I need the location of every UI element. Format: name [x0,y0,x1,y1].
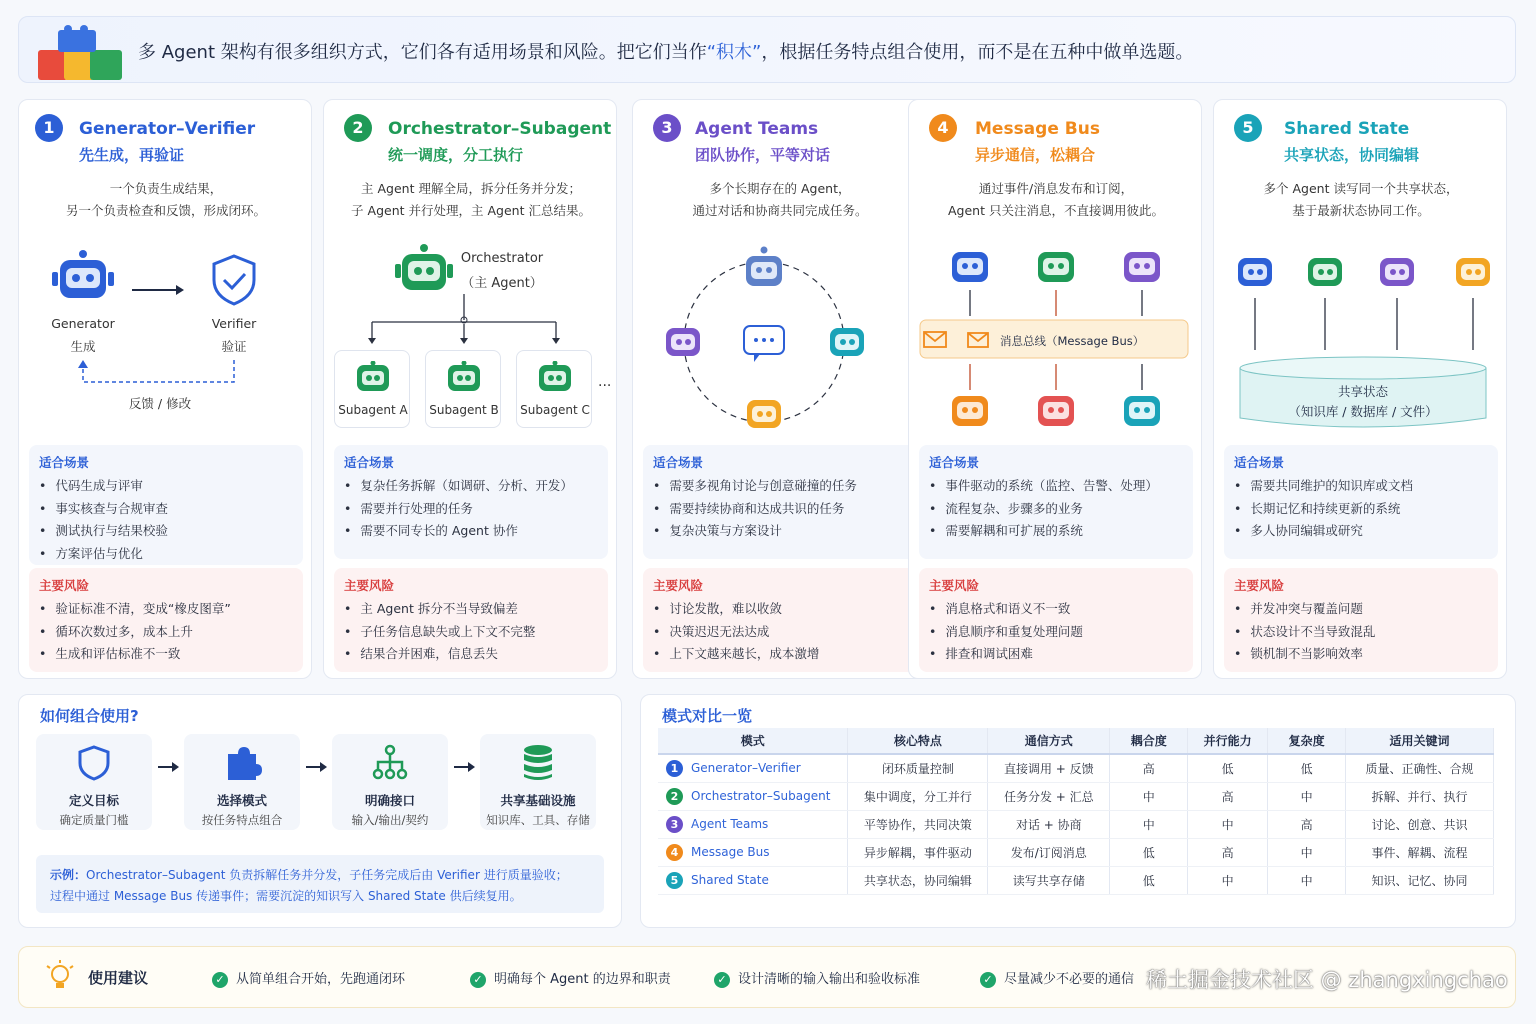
table-header-cell: 适用关键词 [1346,728,1494,754]
risk-item: • 决策迟迟无法达成 [653,621,819,644]
risks-heading: 主要风险 [929,578,980,593]
scenario-item: • 需要不同专长的 Agent 协作 [344,520,573,543]
pattern-desc-1: 主 Agent 理解全局，拆分任务并分发； [361,181,581,196]
verifier-shield-icon [214,256,254,304]
risks-heading: 主要风险 [344,578,395,593]
chat-bubble-icon [744,326,784,362]
pattern-desc-2: Agent 只关注消息，不直接调用彼此。 [948,203,1164,218]
table-row [658,838,1494,866]
table-cell-mode: 3 Agent Teams [658,810,848,838]
subagent-robot-icon [446,361,482,393]
scenario-item: • 需要解耦和可扩展的系统 [929,520,1158,543]
table-cell: 平等协作，共同决策 [848,810,988,838]
risk-item: • 生成和评估标准不一致 [39,643,231,666]
state-robot-green-icon [1308,258,1342,286]
team-robot-bottom-icon [747,400,781,428]
example-line-1: 示例：Orchestrator–Subagent 负责拆解任务并分发，子任务完成后由 Verifier 进行质量验收； [50,868,568,882]
scenario-item: • 流程复杂、步骤多的业务 [929,498,1158,521]
shared-state-sub-label: （知识库 / 数据库 / 文件） [1288,404,1438,419]
compare-table [658,728,1494,895]
table-row [658,754,1494,782]
table-cell: 事件、解耦、流程 [1346,838,1494,866]
table-cell: 拆解、并行、执行 [1346,782,1494,810]
table-header-cell: 通信方式 [988,728,1110,754]
table-cell: 对话 + 协商 [988,810,1110,838]
risk-item: • 消息格式和语义不一致 [929,598,1083,621]
pattern-desc-2: 通过对话和协商共同完成任务。 [692,203,868,218]
bus-robot-red-icon [1038,396,1074,426]
risks-list [653,598,819,666]
subagent-box [334,350,410,428]
team-robot-top-icon [746,247,782,287]
risks-box [334,568,608,672]
scenarios-heading: 适合场景 [653,455,704,470]
step-arrow-icon [158,760,180,774]
table-cell-mode: 1 Generator–Verifier [658,754,848,782]
subagent-box [516,350,592,428]
combine-step [36,734,152,830]
tip-item: ✓ 从简单组合开始，先跑通闭环 [212,968,405,988]
row-number-badge: 2 [666,788,683,805]
risk-item: • 消息顺序和重复处理问题 [929,621,1083,644]
combine-step-sub: 按任务特点组合 [201,813,283,827]
subagent-robot-icon [537,361,573,393]
example-box [36,855,604,913]
check-icon: ✓ [212,972,228,988]
bus-robot-teal-icon [1124,396,1160,426]
table-cell: 高 [1268,810,1346,838]
scenarios-heading: 适合场景 [344,455,395,470]
scenarios-heading: 适合场景 [39,455,90,470]
subagent-robot-icon [355,361,391,393]
scenario-item: • 需要并行处理的任务 [344,498,573,521]
subagent-box [425,350,501,428]
table-cell: 闭环质量控制 [848,754,988,782]
pattern-number-badge: 2 [344,114,372,142]
table-cell: 共享状态，协同编辑 [848,866,988,894]
table-cell: 直接调用 + 反馈 [988,754,1110,782]
risks-box [919,568,1193,672]
risks-heading: 主要风险 [39,578,90,593]
risk-item: • 结果合并困难，信息丢失 [344,643,535,666]
step-arrow-icon [306,760,328,774]
scenarios-heading: 适合场景 [929,455,980,470]
table-cell-mode: 2 Orchestrator–Subagent [658,782,848,810]
risks-heading: 主要风险 [653,578,704,593]
lightbulb-icon [44,960,76,994]
table-cell: 读写共享存储 [988,866,1110,894]
verifier-cn-label: 验证 [221,339,247,354]
risk-item: • 并发冲突与覆盖问题 [1234,598,1375,621]
risk-item: • 锁机制不当影响效率 [1234,643,1375,666]
risks-box [643,568,917,672]
table-cell: 低 [1188,754,1268,782]
table-cell: 低 [1110,866,1188,894]
feedback-label: 反馈 / 修改 [128,396,192,411]
scenario-item: • 需要多视角讨论与创意碰撞的任务 [653,475,857,498]
row-number-badge: 4 [666,844,683,861]
pattern-number-badge: 1 [35,114,63,142]
pattern-desc-1: 多个 Agent 读写同一个共享状态， [1263,181,1459,196]
database-icon [520,744,560,784]
message-bus-label: 消息总线（Message Bus） [1000,334,1145,348]
generator-cn-label: 生成 [70,339,96,354]
combine-step-sub: 知识库、工具、存储 [486,813,590,827]
pattern-title: Generator–Verifier [79,119,256,139]
table-header-cell: 复杂度 [1268,728,1346,754]
risk-item: • 主 Agent 拆分不当导致偏差 [344,598,535,621]
pattern-desc-1: 一个负责生成结果， [109,181,223,196]
scenarios-box [334,445,608,559]
generator-robot-icon [52,250,114,298]
table-cell: 高 [1110,754,1188,782]
tip-item: ✓ 设计清晰的输入输出和验收标准 [714,968,920,988]
table-cell: 知识、记忆、协同 [1346,866,1494,894]
risk-item: • 排查和调试困难 [929,643,1083,666]
orchestrator-cn-label: （主 Agent） [461,276,543,291]
table-header-cell: 并行能力 [1188,728,1268,754]
scenario-item: • 需要共同维护的知识库或文档 [1234,475,1413,498]
row-number-badge: 3 [666,816,683,833]
state-robot-yellow-icon [1456,258,1490,286]
pattern-title: Orchestrator–Subagent [388,119,612,139]
row-number-badge: 1 [666,760,683,777]
step-arrow-icon [454,760,476,774]
table-cell: 任务分发 + 汇总 [988,782,1110,810]
pattern-subtitle: 共享状态，协同编辑 [1284,146,1420,164]
table-header-cell: 核心特点 [848,728,988,754]
risk-item: • 讨论发散，难以收敛 [653,598,819,621]
banner-text: 多 Agent 架构有很多组织方式，它们各有适用场景和风险。把它们当作“积木”，根据任务特点组合使用，而不是在五种中做单选题。 [138,42,1194,63]
risks-list [39,598,231,666]
scenario-item: • 需要持续协商和达成共识的任务 [653,498,857,521]
table-cell: 中 [1268,782,1346,810]
generator-label: Generator [51,316,115,331]
subagent-label: Subagent A [338,403,408,417]
pattern-desc-1: 通过事件/消息发布和订阅， [978,181,1134,196]
scenarios-box [29,445,303,565]
scenarios-list [39,475,168,565]
scenario-item: • 事件驱动的系统（监控、告警、处理） [929,475,1158,498]
pattern-title: Agent Teams [695,119,819,139]
combine-step-title: 明确接口 [364,793,415,808]
team-robot-left-icon [666,328,700,356]
table-cell: 集中调度，分工并行 [848,782,988,810]
scenarios-box [919,445,1193,559]
check-icon: ✓ [714,972,730,988]
combine-step-title: 选择模式 [216,793,267,808]
tip-item: ✓ 明确每个 Agent 的边界和职责 [470,968,671,988]
table-cell: 中 [1188,866,1268,894]
subagent-label: Subagent B [429,403,499,417]
scenario-item: • 方案评估与优化 [39,543,168,566]
pattern-number-badge: 5 [1234,114,1262,142]
scenario-item: • 测试执行与结果校验 [39,520,168,543]
risk-item: • 状态设计不当导致混乱 [1234,621,1375,644]
tip-item: ✓ 尽量减少不必要的通信 [980,968,1134,988]
team-robot-right-icon [830,328,864,356]
pattern-desc-2: 子 Agent 并行处理，主 Agent 汇总结果。 [351,203,591,218]
risks-list [344,598,535,666]
pattern-number-badge: 3 [653,114,681,142]
pattern-title: Shared State [1284,119,1410,139]
verifier-label: Verifier [211,316,257,331]
scenarios-list [653,475,857,543]
bus-robot-orange-icon [952,396,988,426]
tips-title: 使用建议 [88,969,149,987]
risks-box [29,568,303,672]
table-cell: 发布/订阅消息 [988,838,1110,866]
more-subagents-ellipsis: ··· [598,378,612,394]
compare-title: 模式对比一览 [662,707,753,725]
check-icon: ✓ [470,972,486,988]
table-cell: 高 [1188,782,1268,810]
table-cell: 高 [1188,838,1268,866]
pattern-subtitle: 异步通信，松耦合 [975,146,1096,164]
scenario-item: • 复杂决策与方案设计 [653,520,857,543]
bus-robot-blue-icon [952,252,988,282]
risks-list [929,598,1083,666]
pattern-subtitle: 先生成，再验证 [79,146,185,164]
table-cell: 中 [1110,782,1188,810]
table-cell: 质量、正确性、合规 [1346,754,1494,782]
shared-state-label: 共享状态 [1337,384,1388,399]
row-number-badge: 5 [666,872,683,889]
shield-icon [76,744,116,784]
table-cell: 中 [1268,866,1346,894]
scenarios-box [643,445,917,559]
risk-item: • 子任务信息缺失或上下文不完整 [344,621,535,644]
combine-step [332,734,448,830]
risks-heading: 主要风险 [1234,578,1285,593]
pattern-desc-1: 多个长期存在的 Agent， [709,181,851,196]
risks-box [1224,568,1498,672]
table-cell-mode: 5 Shared State [658,866,848,894]
state-robot-purple-icon [1380,258,1414,286]
example-line-2: 过程中通过 Message Bus 传递事件；需要沉淀的知识写入 Shared State 供后续复用。 [50,889,522,903]
scenarios-list [929,475,1158,543]
bus-robot-green-icon [1038,252,1074,282]
combine-step [184,734,300,830]
scenarios-list [1234,475,1413,543]
combine-title: 如何组合使用? [40,707,139,725]
scenario-item: • 代码生成与评审 [39,475,168,498]
scenarios-heading: 适合场景 [1234,455,1285,470]
table-row [658,782,1494,810]
table-row [658,810,1494,838]
combine-step [480,734,596,830]
check-icon: ✓ [980,972,996,988]
table-row [658,866,1494,894]
watermark: 稀土掘金技术社区 @ zhangxingchao [1146,968,1508,992]
scenario-item: • 事实核查与合规审查 [39,498,168,521]
pattern-subtitle: 团队协作，平等对话 [695,146,831,164]
scenario-item: • 复杂任务拆解（如调研、分析、开发） [344,475,573,498]
bus-robot-purple-icon [1124,252,1160,282]
combine-step-title: 共享基础设施 [500,793,576,808]
table-cell: 讨论、创意、共识 [1346,810,1494,838]
table-cell: 低 [1110,838,1188,866]
pattern-desc-2: 基于最新状态协同工作。 [1292,203,1430,218]
pattern-number-badge: 4 [929,114,957,142]
table-cell: 低 [1268,754,1346,782]
combine-step-title: 定义目标 [68,793,119,808]
orchestrator-label: Orchestrator [460,251,544,266]
risks-list [1234,598,1375,666]
pattern-desc-2: 另一个负责检查和反馈，形成闭环。 [65,203,266,218]
table-cell: 中 [1188,810,1268,838]
combine-step-sub: 确定质量门槛 [59,813,129,827]
combine-step-sub: 输入/输出/契约 [351,813,429,827]
scenario-item: • 多人协同编辑或研究 [1234,520,1413,543]
agent-teams-diagram [650,244,880,434]
orchestrator-robot-icon [395,244,453,290]
scenario-item: • 长期记忆和持续更新的系统 [1234,498,1413,521]
risk-item: • 循环次数过多，成本上升 [39,621,231,644]
scenarios-list [344,475,573,543]
puzzle-icon [224,744,264,784]
risk-item: • 上下文越来越长，成本激增 [653,643,819,666]
state-robot-blue-icon [1238,258,1272,286]
table-header-cell: 耦合度 [1110,728,1188,754]
risk-item: • 验证标准不清，变成“橡皮图章” [39,598,231,621]
table-cell: 中 [1110,810,1188,838]
network-icon [372,744,412,784]
building-blocks-icon [34,24,126,84]
pattern-title: Message Bus [975,119,1100,139]
table-cell: 异步解耦，事件驱动 [848,838,988,866]
scenarios-box [1224,445,1498,559]
table-cell-mode: 4 Message Bus [658,838,848,866]
table-header-cell: 模式 [658,728,848,754]
pattern-subtitle: 统一调度，分工执行 [388,146,524,164]
subagent-label: Subagent C [520,403,590,417]
table-cell: 中 [1268,838,1346,866]
